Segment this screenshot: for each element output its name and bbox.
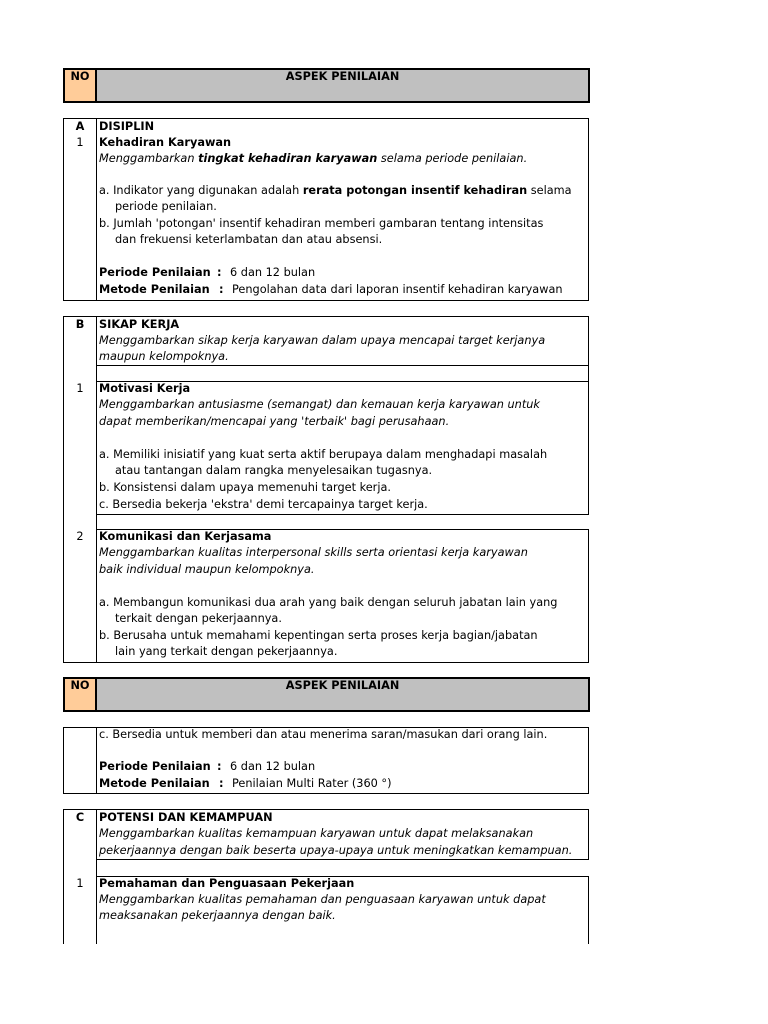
item-a1-periode-label: Periode Penilaian xyxy=(99,266,211,279)
section-b-desc-1: Menggambarkan sikap kerja karyawan dalam upaya mencapai target kerjanya xyxy=(99,334,546,347)
section-a-title: DISIPLIN xyxy=(99,120,155,133)
item-b1-desc-2: dapat memberikan/mencapai yang 'terbaik' bagi perusahaan. xyxy=(99,415,450,428)
section-b-left-column xyxy=(63,316,97,663)
item-b2-desc-2: baik individual maupun kelompoknya. xyxy=(99,563,315,576)
item-b2-metode-label: Metode Penilaian xyxy=(99,777,210,790)
item-a1-desc-post: selama periode penilaian. xyxy=(377,152,528,165)
item-a1-title: Kehadiran Karyawan xyxy=(99,136,232,149)
continuation-left-column xyxy=(63,727,97,794)
item-a1-periode-value: 6 dan 12 bulan xyxy=(230,266,316,279)
item-a1-point-a-pre: a. Indikator yang digunakan adalah xyxy=(99,184,303,197)
item-a1-point-a xyxy=(99,183,572,199)
item-a1-point-b-cont: dan frekuensi keterlambatan dan atau absensi. xyxy=(115,233,383,246)
item-b2-periode-colon: : xyxy=(217,760,222,773)
item-b2-metode-value: Penilaian Multi Rater (360 °) xyxy=(232,777,392,790)
item-b1-point-c: c. Bersedia bekerja 'ekstra' demi tercapainya target kerja. xyxy=(99,498,428,511)
item-b2-periode-value: 6 dan 12 bulan xyxy=(230,760,316,773)
item-b1-point-b: b. Konsistensi dalam upaya memenuhi target kerja. xyxy=(99,481,391,494)
item-b1-point-a: a. Memiliki inisiatif yang kuat serta aktif berupaya dalam menghadapi masalah xyxy=(99,448,548,461)
header-no-cell xyxy=(63,68,97,103)
item-a1-metode-label: Metode Penilaian xyxy=(99,283,210,296)
header-no-label: NO xyxy=(70,70,90,83)
item-b2-point-c: c. Bersedia untuk memberi dan atau menerima saran/masukan dari orang lain. xyxy=(99,728,548,741)
section-c-title: POTENSI DAN KEMAMPUAN xyxy=(99,811,273,824)
item-a1-periode-colon: : xyxy=(217,266,222,279)
item-a1-point-a-cont: periode penilaian. xyxy=(115,200,217,213)
item-b2-point-b: b. Berusaha untuk memahami kepentingan serta proses kerja bagian/jabatan xyxy=(99,629,538,642)
item-b2-number: 2 xyxy=(76,530,84,543)
item-a1-point-a-post: selama xyxy=(527,184,572,197)
section-b-letter: B xyxy=(75,318,85,331)
section-c-letter: C xyxy=(75,811,85,824)
item-a1-desc-bold: tingkat kehadiran karyawan xyxy=(198,152,378,165)
item-a1-point-a-bold: rerata potongan insentif kehadiran xyxy=(302,184,528,197)
section-b-title: SIKAP KERJA xyxy=(99,318,180,331)
item-a1-point-b: b. Jumlah 'potongan' insentif kehadiran memberi gambaran tentang intensitas xyxy=(99,217,544,230)
header-aspek-cell-2 xyxy=(97,677,590,712)
item-b2-desc-1: Menggambarkan kualitas interpersonal skills serta orientasi kerja karyawan xyxy=(99,546,528,559)
item-c1-desc-1: Menggambarkan kualitas pemahaman dan penguasaan karyawan untuk dapat xyxy=(99,893,546,906)
item-b2-title: Komunikasi dan Kerjasama xyxy=(99,530,272,543)
item-b1-desc-1: Menggambarkan antusiasme (semangat) dan kemauan kerja karyawan untuk xyxy=(99,398,540,411)
header-no-label-2: NO xyxy=(70,679,90,692)
item-a1-number: 1 xyxy=(76,136,84,149)
item-a1-description xyxy=(99,151,527,167)
item-a1-metode-colon: : xyxy=(219,283,224,296)
section-c-desc-1: Menggambarkan kualitas kemampuan karyawan untuk dapat melaksanakan xyxy=(99,827,534,840)
item-c1-right-border xyxy=(588,876,589,944)
item-c1-title: Pemahaman dan Penguasaan Pekerjaan xyxy=(99,877,355,890)
item-b1-title: Motivasi Kerja xyxy=(99,382,191,395)
item-b2-point-a: a. Membangun komunikasi dua arah yang baik dengan seluruh jabatan lain yang xyxy=(99,596,558,609)
item-b1-number: 1 xyxy=(76,382,84,395)
header-aspek-label-2: ASPEK PENILAIAN xyxy=(285,679,400,692)
section-a-letter: A xyxy=(75,120,85,133)
item-a1-metode-value: Pengolahan data dari laporan insentif kehadiran karyawan xyxy=(232,283,563,296)
header-no-cell-2 xyxy=(63,677,97,712)
item-b2-point-a-cont: terkait dengan pekerjaannya. xyxy=(115,612,282,625)
item-c1-desc-2: meaksanakan pekerjaannya dengan baik. xyxy=(99,909,336,922)
item-b2-point-b-cont: lain yang terkait dengan pekerjaannya. xyxy=(115,645,338,658)
item-b2-periode-label: Periode Penilaian xyxy=(99,760,211,773)
item-b1-point-a-cont: atau tantangan dalam rangka menyelesaikan tugasnya. xyxy=(115,464,433,477)
item-c1-number: 1 xyxy=(76,877,84,890)
item-b2-metode-colon: : xyxy=(219,777,224,790)
item-a1-desc-pre: Menggambarkan xyxy=(99,152,199,165)
section-b-desc-2: maupun kelompoknya. xyxy=(99,350,229,363)
header-aspek-label: ASPEK PENILAIAN xyxy=(285,70,400,83)
section-c-desc-2: pekerjaannya dengan baik beserta upaya-upaya untuk meningkatkan kemampuan. xyxy=(99,844,573,857)
header-aspek-cell xyxy=(97,68,590,103)
section-b-spacer-row xyxy=(96,365,589,382)
